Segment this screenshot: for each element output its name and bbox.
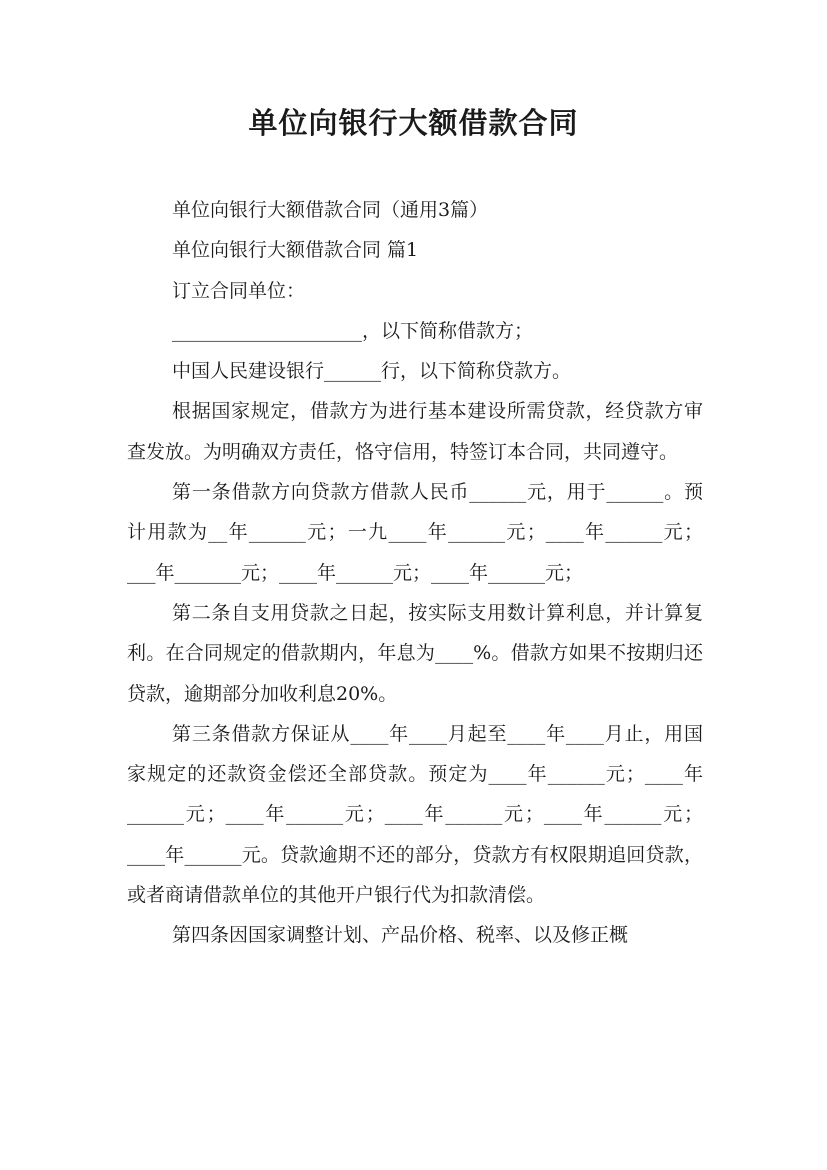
paragraph-article-4: 第四条因国家调整计划、产品价格、税率、以及修正概 [172, 924, 629, 947]
paragraph-article-1: 第一条借款方向贷款方借款人民币______元，用于______。预计用款为__年______元；一九____年______元；____年______元；___年_______元；____年______元；____年______元； [127, 481, 703, 584]
paragraph-contracting-party: 订立合同单位： [172, 279, 306, 302]
paragraph-lender-line: 中国人民建设银行______行，以下简称贷款方。 [172, 360, 572, 383]
document-body [127, 190, 703, 956]
paragraph-preamble: 根据国家规定，借款方为进行基本建设所需贷款，经贷款方审查发放。为明确双方责任，恪守信用，特签订本合同，共同遵守。 [127, 400, 703, 463]
paragraph-chapter-heading: 单位向银行大额借款合同 篇1 [172, 239, 419, 262]
paragraph-borrower-line: ____________________，以下简称借款方； [172, 319, 534, 342]
paragraph-article-2: 第二条自支用贷款之日起，按实际支用数计算利息，并计算复利。在合同规定的借款期内，年息为____%。借款方如果不按期归还贷款，逾期部分加收利息20%。 [127, 601, 703, 705]
paragraph-subtitle: 单位向银行大额借款合同（通用3篇） [172, 199, 489, 221]
document-title: 单位向银行大额借款合同 [248, 106, 579, 140]
paragraph-article-3: 第三条借款方保证从____年____月起至____年____月止，用国家规定的还款资金偿还全部贷款。预定为____年______元；____年______元；____年______元；____年______元；____年______元；____年______元。贷款逾期不还的部分，贷款方有权限期追回贷款，或者商请借款单位的其他开户银行代为扣款清偿。 [127, 722, 703, 907]
